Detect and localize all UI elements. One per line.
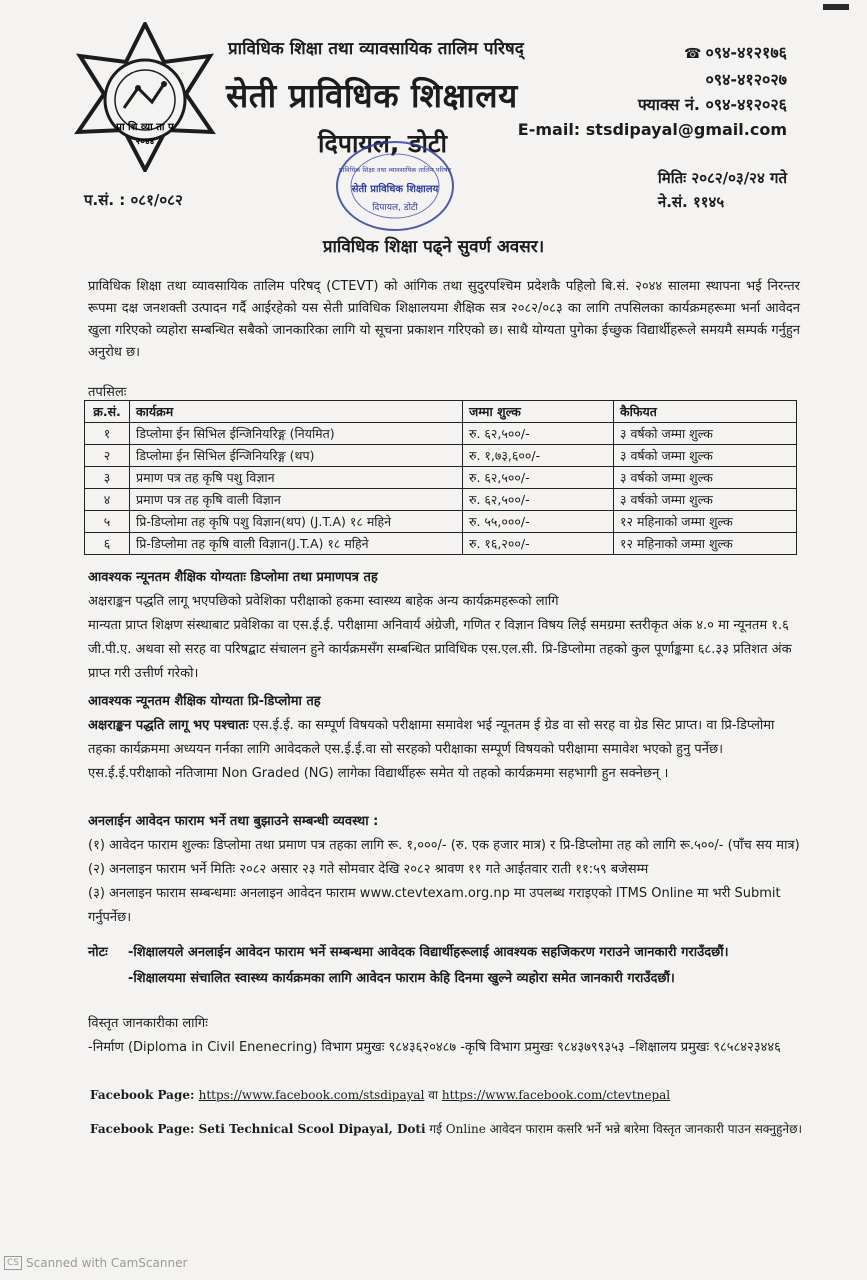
application-procedure-item: (३) अनलाइन फाराम सम्बन्धमाः अनलाइन आवेदन फाराम www.ctevtexam.org.np मा उपलब्ध गराइएको ITMS Online मा भरी Submit गर्नुपर्नेछ। — [88, 886, 781, 925]
stamp-line3: दिपायल, डोटी — [372, 203, 418, 213]
table-row — [85, 533, 797, 555]
cell-fee: रु. १,७३,६००/- — [463, 445, 614, 467]
facebook-label-1: Facebook Page: — [90, 1088, 199, 1102]
note-line-2: -शिक्षालयमा संचालित स्वास्थ्य कार्यक्रमका लागि आवेदन फाराम केहि दिनमा खुल्ने व्यहोरा समेत जानकारी गराउँदछौं। — [128, 971, 675, 986]
col-header-remarks: कैफियत — [614, 401, 797, 423]
stamp-line1: प्राविधिक शिक्षा तथा व्यावसायिक तालिम परिषद् — [338, 166, 452, 174]
more-info-section — [88, 1012, 800, 1060]
phone-icon: ☎ — [684, 46, 702, 62]
programs-table — [84, 400, 797, 555]
ctevt-logo-icon — [66, 22, 224, 172]
col-header-sn: क्र.सं. — [85, 401, 130, 423]
phone-line-1 — [518, 40, 787, 67]
cell-fee: रु. ५५,०००/- — [463, 511, 614, 533]
cell-remarks: ३ वर्षको जम्मा शुल्क — [614, 467, 797, 489]
notes-label: नोटः — [88, 945, 108, 960]
cell-sn: ५ — [85, 511, 130, 533]
qualification-prediploma-lead: अक्षराङ्कन पद्धति लागू भए पश्चातः — [88, 718, 249, 733]
more-info-heading: विस्तृत जानकारीका लागिः — [88, 1016, 208, 1031]
phone-number-1: ०९४-४१२१७६ — [705, 43, 787, 62]
cell-program: प्रि-डिप्लोमा तह कृषि पशु विज्ञान(थप) (J.T.A) १८ महिने — [130, 511, 463, 533]
camscanner-icon: CS — [4, 1256, 22, 1270]
cell-sn: २ — [85, 445, 130, 467]
logo-text: प्रा शि व्या ता प — [116, 122, 174, 133]
issue-date: मितिः २०८२/०३/२४ गते — [657, 169, 787, 187]
cell-program: डिप्लोमा ईन सिभिल ईन्जिनियरिङ्ग (नियमित) — [130, 423, 463, 445]
reference-number: प.सं. : ०८१/०८२ — [84, 191, 183, 209]
table-row — [85, 489, 797, 511]
email-address: E-mail: stsdipayal@gmail.com — [517, 120, 787, 139]
facebook-link-sts[interactable]: https://www.facebook.com/stsdipayal — [198, 1088, 425, 1102]
qualification-diploma-section — [88, 566, 800, 686]
note-row-1 — [88, 940, 800, 966]
facebook-join: वा — [424, 1088, 442, 1102]
school-name: सेती प्राविधिक शिक्षालय — [226, 76, 518, 115]
notes-label-spacer — [88, 966, 128, 992]
cell-remarks: ३ वर्षको जम्मा शुल्क — [614, 489, 797, 511]
school-stamp-icon — [330, 136, 460, 236]
more-info-contacts: -निर्माण (Diploma in Civil Enenecring) विभाग प्रमुखः ९८४३६२०४८७ -कृषि विभाग प्रमुखः ९८४३७९९३५३ –शिक्षालय प्रमुखः ९८५८४२३४४६ — [88, 1040, 781, 1055]
facebook-link-ctevt[interactable]: https://www.facebook.com/ctevtnepal — [441, 1088, 671, 1102]
cell-fee: रु. ६२,५००/- — [463, 467, 614, 489]
table-header-row — [85, 401, 797, 423]
facebook-info-text: गई Online आवेदन फाराम कसरि भर्ने भन्ने बारेमा विस्तृत जानकारी पाउन सक्नुहुनेछ। — [425, 1122, 803, 1136]
qualification-prediploma-heading: आवश्यक न्यूनतम शैक्षिक योग्यता प्रि-डिप्लोमा तह — [88, 694, 321, 709]
facebook-label-2: Facebook Page: Seti Technical Scool Dipayal, Doti — [90, 1122, 426, 1136]
cell-program: प्रमाण पत्र तह कृषि पशु विज्ञान — [130, 467, 463, 489]
col-header-program: कार्यक्रम — [130, 401, 463, 423]
contact-block — [518, 40, 787, 142]
notes-section — [88, 940, 800, 992]
cell-remarks: ३ वर्षको जम्मा शुल्क — [614, 445, 797, 467]
cell-fee: रु. १६,२००/- — [463, 533, 614, 555]
qualification-prediploma-body — [88, 714, 800, 786]
table-row — [85, 467, 797, 489]
online-application-heading: अनलाईन आवेदन फाराम भर्ने तथा बुझाउने सम्बन्धी व्यवस्था : — [88, 814, 379, 829]
intro-paragraph: प्राविधिक शिक्षा तथा व्यावसायिक तालिम परिषद् (CTEVT) को आंगिक तथा सुदुरपश्चिम प्रदेशकै पहिलो बि.सं. २०४४ सालमा स्थापना भई निरन्तर रूपमा दक्ष जनशक्ती उत्पादन गर्दै आईरहेको यस सेती प्राविधिक शिक्षालयमा शैक्षिक सत्र २०८२/०८३ का लागि तपसिलका कार्यक्रमहरूमा भर्ना आवेदन खुला गरिएको व्यहोरा सम्बन्धित सबैको जानकारिका लागि यो सूचना प्रकाशन गरिएको छ। साथै योग्यता पुगेका ईच्छुक विद्यार्थीहरूले समयमै सम्पर्क गर्नुहुन अनुरोध छ। — [88, 279, 800, 360]
cell-sn: ६ — [85, 533, 130, 555]
date-block — [658, 166, 787, 214]
qualification-diploma-heading: आवश्यक न्यूनतम शैक्षिक योग्यताः डिप्लोमा तथा प्रमाणपत्र तह — [88, 570, 378, 585]
slogan-heading: प्राविधिक शिक्षा पढ्ने सुवर्ण अवसर। — [322, 237, 545, 257]
council-name: प्राविधिक शिक्षा तथा व्यावसायिक तालिम परिषद् — [228, 39, 524, 59]
online-application-section — [88, 810, 800, 930]
cell-program: प्रमाण पत्र तह कृषि वाली विज्ञान — [130, 489, 463, 511]
qualification-prediploma-text: एस.ई.ई. का सम्पूर्ण विषयको परीक्षामा समावेश भई न्यूनतम ई ग्रेड वा सो सरह वा ग्रेड सिट प्राप्त। वा प्रि-डिप्लोमा तहका कार्यक्रममा अध्ययन गर्नका लागि आवेदकले एस.ई.ई.वा सो सरहको परीक्षाका सम्पूर्ण विषयको परीक्षामा समावेश भएको हुनु पर्नेछ। एस.ई.ई.परीक्षाको नतिजामा Non Graded (NG) लागेका विद्यार्थीहरू समेत यो तहको कार्यक्रममा सहभागी हुन सक्नेछन् । — [88, 718, 775, 781]
application-fee-item: (१) आवेदन फाराम शुल्कः डिप्लोमा तथा प्रमाण पत्र तहका लागि रू. १,०००/- (रु. एक हजार मात्र) र प्रि-डिप्लोमा तह को लागि रू.५००/- (पाँच सय मात्र) — [88, 838, 800, 853]
cell-remarks: ३ वर्षको जम्मा शुल्क — [614, 423, 797, 445]
cell-remarks: १२ महिनाको जम्मा शुल्क — [614, 533, 797, 555]
logo-year: २०४४ — [135, 137, 155, 147]
cell-program: प्रि-डिप्लोमा तह कृषि वाली विज्ञान(J.T.A) १८ महिने — [130, 533, 463, 555]
phone-number-2: ०९४-४१२०२७ — [705, 70, 787, 89]
qualification-diploma-body: मान्यता प्राप्त शिक्षण संस्थाबाट प्रवेशिका वा एस.ई.ई. परीक्षामा अनिवार्य अंग्रेजी, गणित र विज्ञान विषय लिई समग्रमा स्तरीकृत अंक ४.० मा न्यूनतम १.६ जी.पी.ए. अथवा सो सरह वा परिषद्बाट संचालन हुने कार्यक्रमसँग सम्बन्धित प्राविधिक एस.एल.सी. प्रि-डिप्लोमा तहको कुल पूर्णाङ्कमा ६८.३३ प्रतिशत अंक प्राप्त गरी उत्तीर्ण गरेको। — [88, 618, 792, 681]
cell-sn: ४ — [85, 489, 130, 511]
table-row — [85, 445, 797, 467]
facebook-page-line — [90, 1120, 802, 1137]
table-row — [85, 511, 797, 533]
cell-sn: ३ — [85, 467, 130, 489]
table-row — [85, 423, 797, 445]
cell-remarks: १२ महिनाको जम्मा शुल्क — [614, 511, 797, 533]
col-header-fee: जम्मा शुल्क — [463, 401, 614, 423]
cell-fee: रु. ६२,५००/- — [463, 489, 614, 511]
qualification-diploma-subline: अक्षराङ्कन पद्धति लागू भएपछिको प्रवेशिका परीक्षाको हकमा स्वास्थ्य बाहेक अन्य कार्यक्रमहरूको लागि — [88, 594, 559, 609]
fax-number: फ्याक्स नं. ०९४-४१२०२६ — [637, 95, 787, 114]
facebook-links-line — [90, 1086, 670, 1103]
camscanner-watermark — [4, 1256, 187, 1270]
nepal-sambat-date: ने.सं. ११४५ — [657, 193, 725, 211]
stamp-line2: सेती प्राविधिक शिक्षालय — [351, 184, 439, 195]
cell-sn: १ — [85, 423, 130, 445]
application-date-item: (२) अनलाइन फाराम भर्ने मितिः २०८२ असार २३ गते सोमवार देखि २०८२ श्रावण ११ गते आईतवार राती ११:५९ बजेसम्म — [88, 862, 649, 877]
school-location: दिपायल, डोटी — [318, 129, 448, 158]
note-row-2 — [88, 966, 800, 992]
camscanner-text: Scanned with CamScanner — [26, 1256, 188, 1270]
cell-fee: रु. ६२,५००/- — [463, 423, 614, 445]
table-label: तपसिलः — [88, 385, 127, 400]
cell-program: डिप्लोमा ईन सिभिल ईन्जिनियरिङ्ग (थप) — [130, 445, 463, 467]
note-line-1: -शिक्षालयले अनलाईन आवेदन फाराम भर्ने सम्बन्धमा आवेदक विद्यार्थीहरूलाई आवश्यक सहजिकरण गराउने जानकारी गराउँदछौं। — [128, 945, 729, 960]
qualification-prediploma-section — [88, 690, 800, 786]
scan-corner-mark — [823, 4, 849, 10]
